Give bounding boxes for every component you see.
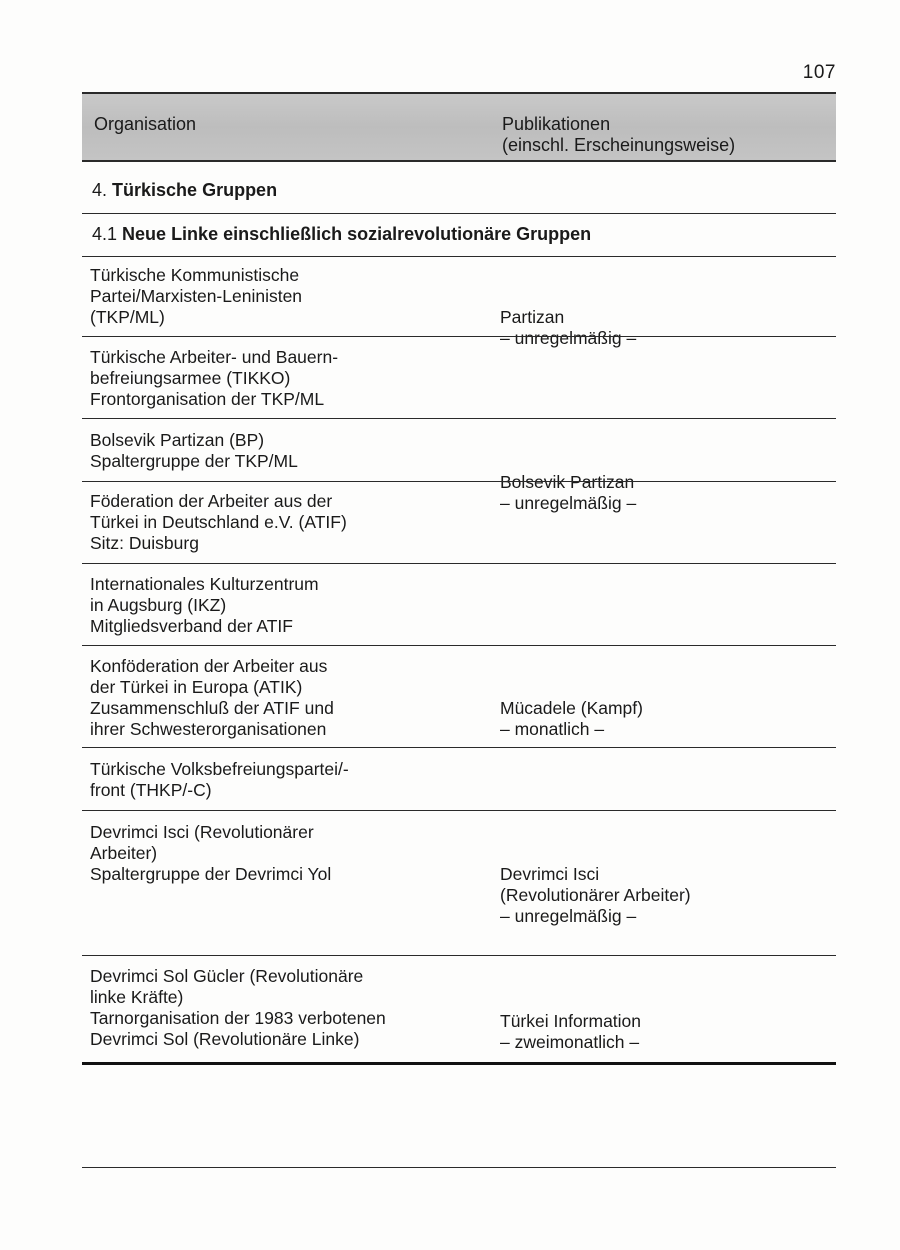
publication-frequency: – unregelmäßig – bbox=[500, 906, 637, 926]
publication-cell bbox=[500, 430, 830, 556]
publication-title: Bolsevik Partizan bbox=[500, 472, 635, 492]
divider bbox=[82, 256, 836, 257]
section-title: Türkische Gruppen bbox=[112, 180, 278, 200]
footer-rule bbox=[82, 1167, 836, 1168]
publication-frequency: – zweimonatlich – bbox=[500, 1032, 640, 1052]
organisation-cell: Devrimci Isci (Revolutionärer Arbeiter) Spaltergruppe der Devrimci Yol bbox=[90, 822, 332, 884]
table-bottom-rule bbox=[82, 1062, 836, 1065]
divider bbox=[82, 747, 836, 748]
header-publications-line2: (einschl. Erscheinungsweise) bbox=[502, 135, 736, 155]
divider bbox=[82, 955, 836, 956]
organisation-cell: Bolsevik Partizan (BP) Spaltergruppe der TKP/ML bbox=[90, 430, 298, 471]
divider bbox=[82, 563, 836, 564]
publication-title: Partizan bbox=[500, 307, 565, 327]
organisation-cell: Türkische Kommunistische Partei/Marxisten-Leninisten (TKP/ML) bbox=[90, 265, 303, 327]
publication-cell bbox=[500, 822, 830, 1095]
publication-title: Türkei Information bbox=[500, 1011, 642, 1031]
divider bbox=[82, 481, 836, 482]
subsection-number: 4.1 bbox=[92, 224, 118, 244]
divider bbox=[82, 336, 836, 337]
subsection-title: Neue Linke einschließlich sozialrevolutionäre Gruppen bbox=[122, 224, 592, 244]
divider bbox=[82, 645, 836, 646]
table-header bbox=[82, 92, 836, 162]
organisation-cell: Türkische Arbeiter- und Bauern- befreiungsarmee (TIKKO) Frontorganisation der TKP/ML bbox=[90, 347, 339, 409]
publication-title: Mücadele (Kampf) bbox=[500, 698, 643, 718]
section-heading bbox=[92, 180, 277, 201]
organisation-cell: Devrimci Sol Gücler (Revolutionäre linke Kräfte) Tarnorganisation der 1983 verbotenen Devrimci Sol (Revolutionäre Linke) bbox=[90, 966, 386, 1049]
organisation-cell: Föderation der Arbeiter aus der Türkei in Deutschland e.V. (ATIF) Sitz: Duisburg bbox=[90, 491, 347, 553]
header-publications bbox=[502, 114, 735, 156]
header-organisation: Organisation bbox=[94, 114, 197, 134]
subsection-heading bbox=[92, 224, 591, 245]
publication-frequency: – unregelmäßig – bbox=[500, 328, 637, 348]
header-publications-line1: Publikationen bbox=[502, 114, 611, 134]
publication-frequency: – unregelmäßig – bbox=[500, 493, 637, 513]
publication-item bbox=[500, 451, 830, 535]
organisation-cell: Internationales Kulturzentrum in Augsburg (IKZ) Mitgliedsverband der ATIF bbox=[90, 574, 319, 636]
divider bbox=[82, 418, 836, 419]
page-number: 107 bbox=[802, 62, 836, 83]
divider bbox=[82, 810, 836, 811]
publication-item bbox=[500, 843, 830, 948]
publication-item bbox=[500, 677, 830, 761]
publication-frequency: – monatlich – bbox=[500, 719, 605, 739]
organisation-cell: Türkische Volksbefreiungspartei/- front (THKP/-C) bbox=[90, 759, 349, 800]
publication-cell bbox=[500, 656, 830, 782]
publication-item bbox=[500, 286, 830, 370]
publication-title: Devrimci Isci (Revolutionärer Arbeiter) bbox=[500, 864, 691, 905]
section-number: 4. bbox=[92, 180, 108, 200]
organisation-cell: Konföderation der Arbeiter aus der Türkei in Europa (ATIK) Zusammenschluß der ATIF und ihrer Schwesterorganisationen bbox=[90, 656, 334, 739]
publication-cell bbox=[500, 265, 830, 391]
divider bbox=[82, 213, 836, 214]
